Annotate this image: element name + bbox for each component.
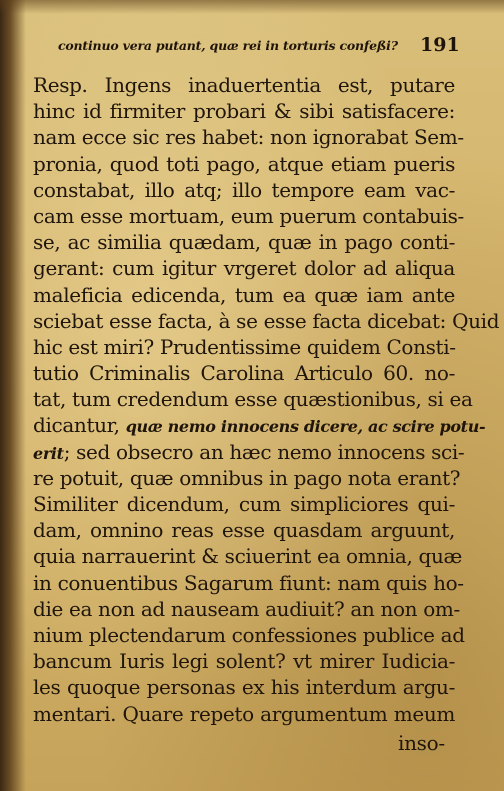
text-line: re potuit, quæ omnibus in pago nota erant? [33, 465, 461, 490]
catchword: inso- [398, 731, 445, 755]
running-head: continuo vera putant, quæ rei in torturis confeßi? [58, 38, 398, 53]
text-line: hinc id firmiter probari & sibi satisfacere: [33, 99, 455, 124]
italic-quote: erit [33, 443, 64, 463]
text-line: hic est miri? Prudentissime quidem Consti- [33, 334, 456, 359]
text-line: erit; sed obsecro an hæc nemo innocens sci- [33, 439, 465, 464]
page-top-edge [0, 0, 504, 14]
text-line: tat, tum credendum esse quæstionibus, si ea [33, 387, 473, 412]
text-line: die ea non ad nauseam audiuit? an non om- [33, 596, 460, 621]
text-line: les quoque personas ex his interdum argu- [33, 675, 455, 700]
text-line: dicantur, quæ nemo innocens dicere, ac scire potu- [33, 413, 486, 438]
italic-quote: quæ nemo innocens dicere, ac scire potu- [125, 417, 486, 437]
body-text [33, 72, 500, 727]
text-line: sciebat esse facta, à se esse facta dicebat: Quid [33, 308, 500, 333]
text-line: pronia, quod toti pago, atque etiam pueris [33, 151, 455, 176]
text-line: tutio Criminalis Carolina Articulo 60. no- [33, 361, 455, 386]
text-line: quia narrauerint & sciuerint ea omnia, quæ [33, 544, 462, 569]
text-line: cam esse mortuam, eum puerum contabuis- [33, 203, 464, 228]
text-line: bancum Iuris legi solent? vt mirer Iudicia- [33, 649, 455, 674]
text-line: mentari. Quare repeto argumentum meum [33, 701, 455, 726]
text-line: constabat, illo atq; illo tempore eam vac- [33, 177, 455, 202]
text-line: nam ecce sic res habet: non ignorabat Sem- [33, 125, 464, 150]
text-line: maleficia edicenda, tum ea quæ iam ante [33, 282, 455, 307]
text-line: se, ac similia quædam, quæ in pago conti- [33, 230, 455, 255]
text-line: Resp. Ingens inaduertentia est, putare [33, 73, 455, 97]
binding-gutter [0, 0, 26, 791]
text-line: gerant: cum igitur vrgeret dolor ad aliqua [33, 256, 455, 281]
text-line: dam, omnino reas esse quasdam arguunt, [33, 518, 455, 543]
text-line: in conuentibus Sagarum fiunt: nam quis ho- [33, 570, 464, 595]
text-line: Similiter dicendum, cum simpliciores qui- [33, 492, 455, 516]
text-line: nium plectendarum confessiones publice ad [33, 622, 465, 647]
page-number: 191 [420, 34, 460, 56]
